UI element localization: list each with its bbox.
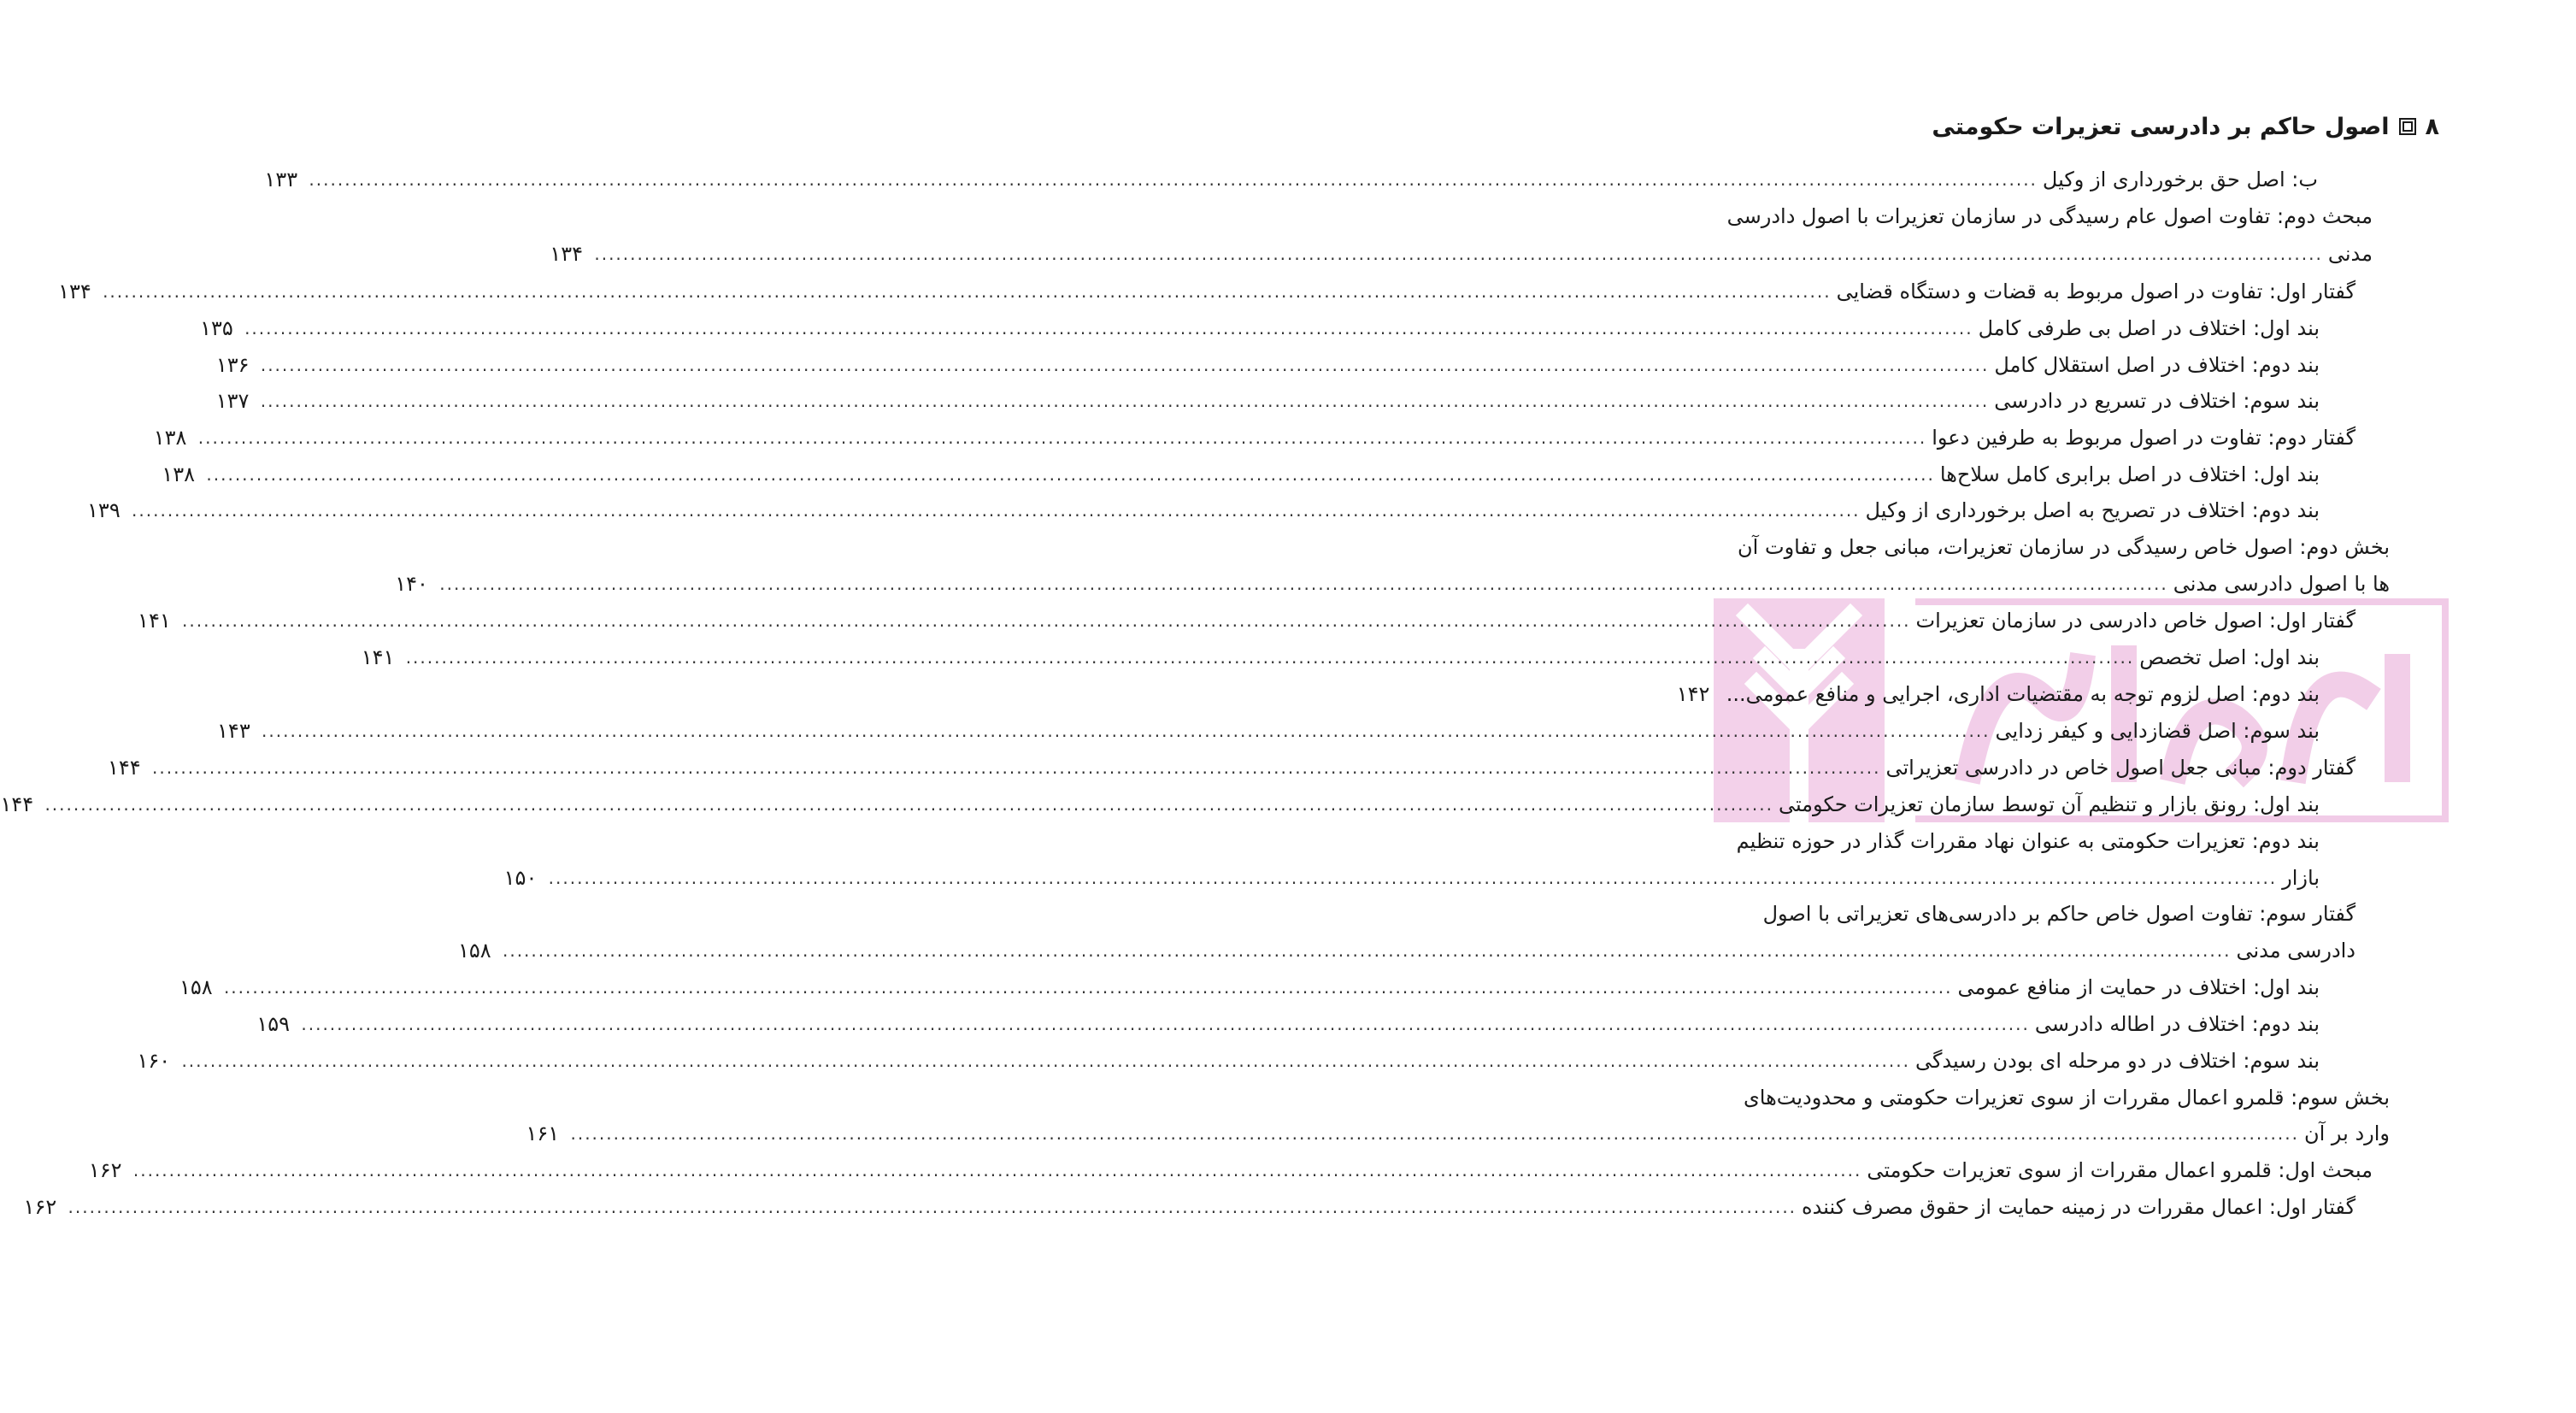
dot-leader: [103, 281, 1832, 302]
toc-entry-page: ۱۶۲: [23, 1195, 57, 1219]
toc-entry-text: بند سوم: اختلاف در دو مرحله ای بودن رسیدگی: [1914, 1049, 2320, 1073]
dot-leader: [570, 1123, 2299, 1144]
dot-leader: [182, 610, 1911, 631]
toc-entry: [88, 1151, 2373, 1190]
toc-entry: [217, 711, 2320, 751]
toc-entry-text: بازار: [2282, 866, 2320, 890]
toc-entry-text: مدنی: [2327, 242, 2373, 266]
toc-entry: [200, 309, 2320, 348]
toc-entry-text: گفتار اول: اصول خاص دادرسی در سازمان تعزیرات: [1915, 609, 2355, 633]
dot-leader: [594, 244, 2323, 264]
toc-entry: [138, 601, 2355, 640]
toc-entry-page: ۱۴۳: [217, 719, 250, 743]
toc-entry-text: ها با اصول دادرسی مدنی: [2173, 572, 2390, 596]
dot-leader: [262, 721, 1991, 741]
page-number: ۸: [2425, 113, 2439, 140]
toc-entry: [162, 455, 2320, 494]
dot-leader: [503, 940, 2232, 961]
toc-entry-text: بند اول: اختلاف در حمایت از منافع عمومی: [1957, 975, 2320, 999]
toc-entry-page: ۱۵۸: [179, 975, 213, 999]
toc-entry-page: ۱۳۵: [200, 316, 233, 340]
dot-leader: [406, 647, 2135, 668]
dot-leader: [133, 1160, 1862, 1180]
toc-entry: [503, 858, 2320, 898]
dot-leader: [261, 391, 1990, 411]
toc-entry: [1744, 1078, 2390, 1117]
toc-entry: [550, 234, 2373, 274]
dot-leader: [44, 794, 1773, 815]
toc-entry: [215, 381, 2320, 421]
dot-leader: [206, 464, 1935, 485]
toc-entry: [137, 1041, 2320, 1080]
toc-entry-text: گفتار دوم: تفاوت در اصول مربوط به طرفین دعوا: [1932, 426, 2355, 450]
toc-entry-text: بند اول: اصل تخصص: [2139, 645, 2320, 669]
toc-entry: [1727, 197, 2373, 236]
toc-entry-page: ۱۶۲: [88, 1158, 122, 1182]
toc-entry-text: بند اول: رونق بازار و تنظیم آن توسط سازمان تعزیرات حکومتی: [1778, 792, 2320, 816]
toc-entry: [108, 748, 2355, 787]
dot-leader: [261, 355, 1990, 375]
dot-leader: [301, 1014, 2030, 1034]
toc-entry: [58, 272, 2355, 311]
toc-entry-text: بخش سوم: قلمرو اعمال مقررات از سوی تعزیرات حکومتی و محدودیت‌های: [1744, 1086, 2390, 1110]
dot-leader: [68, 1197, 1797, 1217]
toc-entry-page: ۱۳۸: [153, 426, 187, 450]
toc-entry-page: ۱۳۶: [215, 353, 250, 377]
toc-entry: [1738, 527, 2390, 567]
toc-entry-page: ۱۳۹: [87, 498, 121, 522]
toc-entry-page: ۱۴۰: [395, 572, 428, 596]
toc-entry-text: دادرسی مدنی: [2236, 939, 2355, 963]
toc-entry: [361, 638, 2320, 677]
toc-entry: [0, 785, 2320, 824]
dot-leader: [198, 427, 1927, 448]
toc-entry-text: گفتار سوم: تفاوت اصول خاص حاکم بر دادرسی‌های تعزیراتی با اصول: [1762, 902, 2355, 926]
toc-entry-text: بند سوم: اختلاف در تسریع در دادرسی: [1994, 389, 2320, 413]
toc-entry: [1763, 894, 2355, 933]
toc-entry-text: بخش دوم: اصول خاص رسیدگی در سازمان تعزیرات، مبانی جعل و تفاوت آن: [1738, 535, 2390, 559]
toc-entry-page: ۱۵۰: [503, 866, 538, 890]
toc-entry-page: ۱۳۳: [264, 168, 298, 191]
toc-entry-text: بند سوم: اصل قضازدایی و کیفر زدایی: [1995, 719, 2320, 743]
toc-entry-page: ۱۳۴: [550, 242, 584, 266]
toc-entry-page: ۱۳۷: [215, 389, 250, 413]
toc-entry: [526, 1114, 2390, 1153]
toc-entry: [1737, 821, 2320, 861]
toc-entry: [256, 1004, 2320, 1044]
toc-entry: [23, 1187, 2355, 1227]
dot-leader: [224, 977, 1953, 998]
toc-entry: [215, 345, 2320, 385]
toc-entry-page: ۱۴۴: [0, 792, 34, 816]
toc-entry-text: بند اول: اختلاف در اصل بی طرفی کامل: [1978, 316, 2320, 340]
toc-entry-text: بند دوم: اختلاف در تصریح به اصل برخورداری از وکیل: [1865, 498, 2320, 522]
toc-entry-text: بند دوم: اختلاف در اطاله دادرسی: [2034, 1012, 2320, 1036]
toc-entry: [457, 931, 2355, 970]
toc-entry: [179, 968, 2320, 1007]
dot-leader: [439, 574, 2168, 594]
toc-entry-page: ۱۶۰: [137, 1049, 171, 1073]
dot-leader: [181, 1051, 1910, 1071]
toc-entry-text: مبحث دوم: تفاوت اصول عام رسیدگی در سازمان تعزیرات با اصول دادرسی: [1726, 204, 2373, 228]
toc-entry: [264, 160, 2318, 199]
dot-leader: [152, 757, 1881, 778]
dot-leader: [132, 500, 1861, 521]
toc-entry-page: ۱۶۱: [526, 1122, 560, 1145]
running-header: [1932, 109, 2439, 144]
toc-entry-text: ب: اصل حق برخورداری از وکیل: [2042, 168, 2318, 191]
toc-entry-text: بند دوم: اختلاف در اصل استقلال کامل: [1994, 353, 2320, 377]
square-bullet-icon: [2398, 117, 2417, 136]
toc-entry-text: گفتار دوم: مبانی جعل اصول خاص در دادرسی تعزیراتی: [1885, 756, 2355, 780]
toc-entry: [1676, 674, 2320, 714]
toc-entry-text: وارد بر آن: [2303, 1122, 2390, 1145]
toc-entry-page: ۱۵۹: [256, 1012, 291, 1036]
toc-entry-page: ۱۴۱: [361, 645, 395, 669]
toc-entry: [153, 418, 2355, 457]
toc-entry-text: بند دوم: اصل لزوم توجه به مقتضیات اداری، اجرایی و منافع عمومی...: [1726, 682, 2320, 706]
toc-entry-page: ۱۴۲: [1676, 682, 1710, 706]
toc-entry: [87, 491, 2320, 530]
dot-leader: [309, 169, 2038, 190]
dot-leader: [244, 318, 1973, 339]
toc-entry-text: بند اول: اختلاف در اصل برابری کامل سلاح‌ها: [1939, 462, 2320, 486]
toc-entry: [395, 564, 2390, 603]
toc-entry-text: گفتار اول: تفاوت در اصول مربوط به قضات و دستگاه قضایی: [1836, 280, 2355, 303]
toc-entry-page: ۱۴۴: [108, 756, 141, 780]
toc-entry-text: مبحث اول: قلمرو اعمال مقررات از سوی تعزیرات حکومتی: [1867, 1158, 2373, 1182]
toc-entry-page: ۱۴۱: [138, 609, 171, 633]
toc-entry-page: ۱۳۴: [58, 280, 91, 303]
dot-leader: [549, 868, 2278, 888]
toc-entry-text: بند دوم: تعزیرات حکومتی به عنوان نهاد مقررات گذار در حوزه تنظیم: [1736, 829, 2320, 853]
toc-entry-page: ۱۵۸: [457, 939, 491, 963]
book-title: اصول حاکم بر دادرسی تعزیرات حکومتی: [1932, 113, 2390, 140]
toc-entry-page: ۱۳۸: [162, 462, 196, 486]
toc-entry-text: گفتار اول: اعمال مقررات در زمینه حمایت از حقوق مصرف کننده: [1802, 1195, 2355, 1219]
